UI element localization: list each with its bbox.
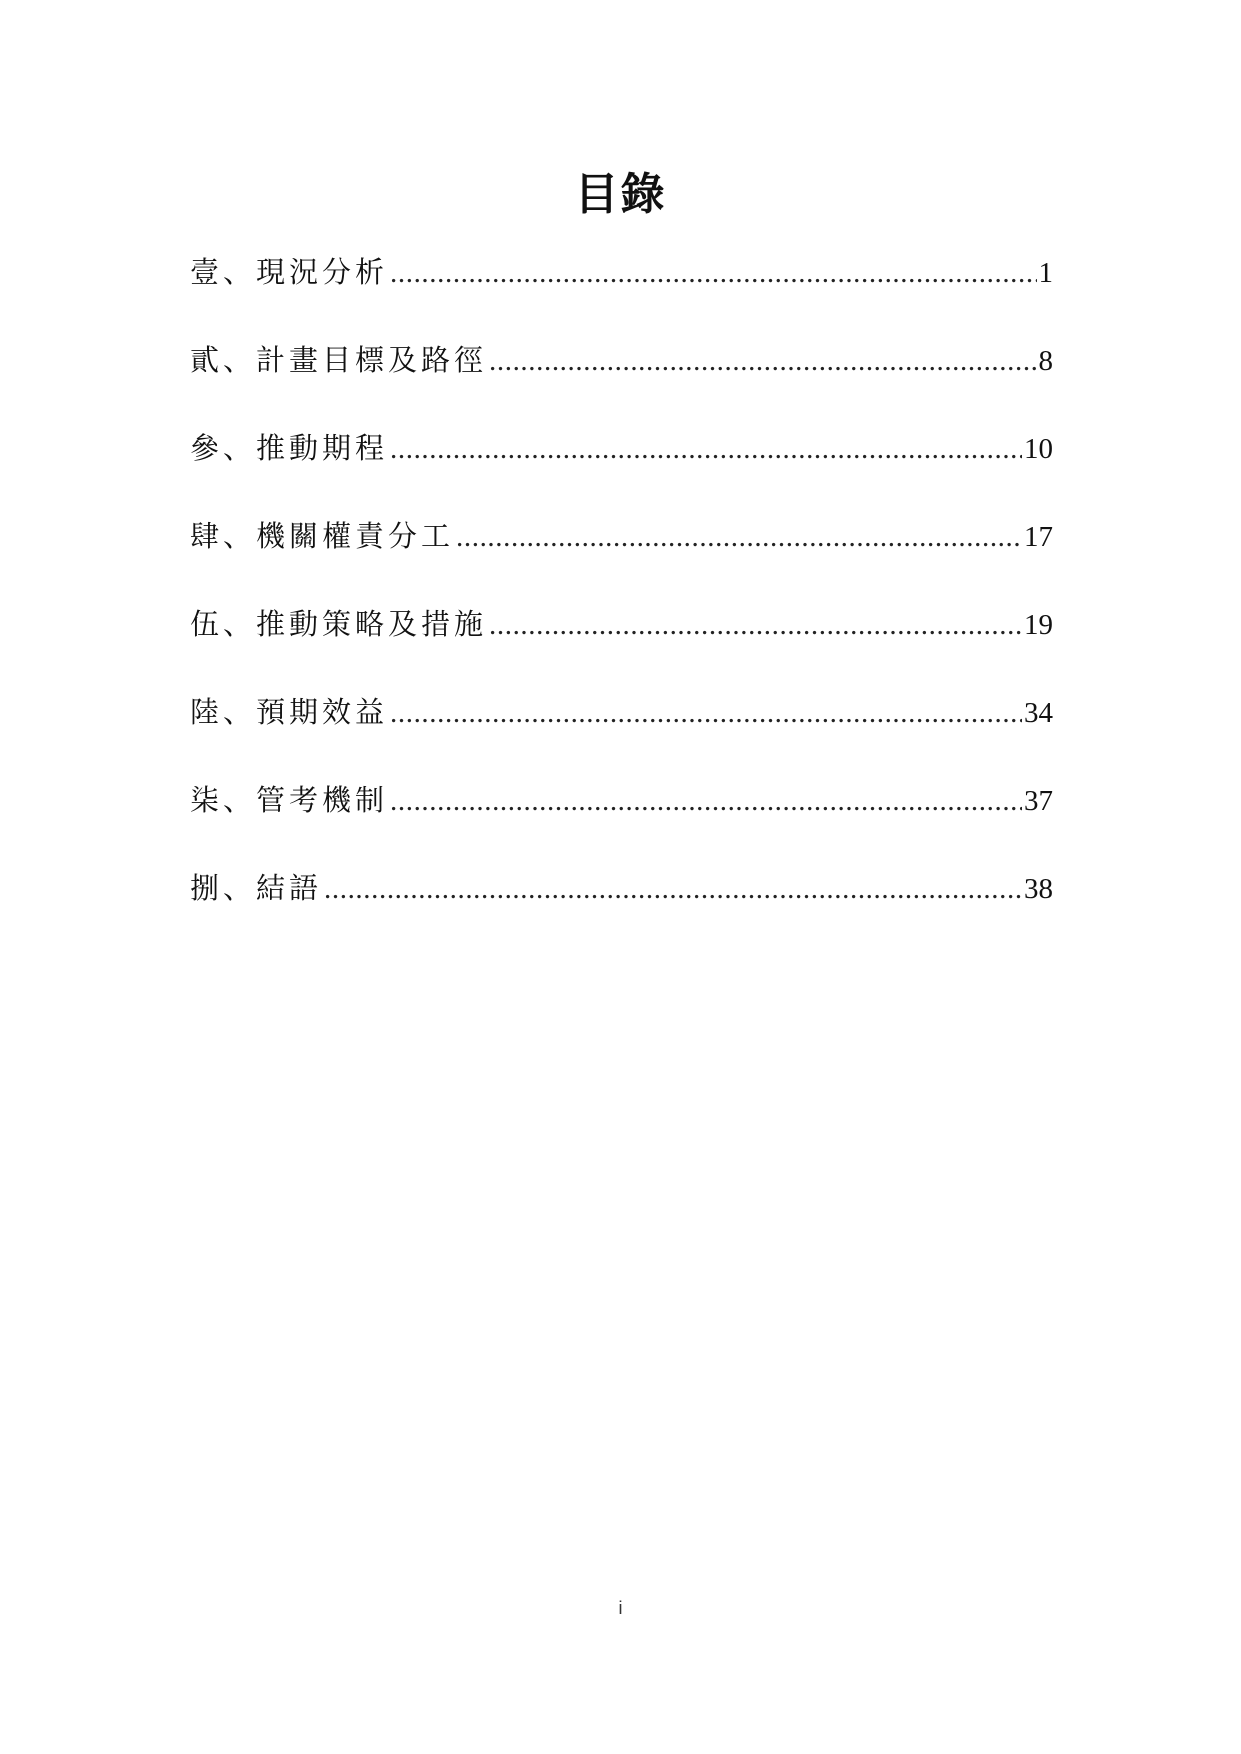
- toc-entry-page: 34: [1024, 697, 1053, 729]
- toc-leader-dots: [324, 869, 1022, 909]
- table-of-contents: [190, 252, 1053, 956]
- toc-entry[interactable]: [190, 868, 1053, 956]
- toc-entry-page: 38: [1024, 873, 1053, 905]
- toc-entry-label: 壹、現況分析: [190, 255, 389, 289]
- toc-leader-dots: [489, 341, 1036, 381]
- toc-entry[interactable]: [190, 340, 1053, 428]
- toc-entry[interactable]: [190, 780, 1053, 868]
- toc-entry-label: 參、推動期程: [190, 431, 389, 465]
- toc-leader-dots: [456, 517, 1022, 557]
- toc-entry-page: 19: [1024, 609, 1053, 641]
- toc-entry[interactable]: [190, 692, 1053, 780]
- toc-entry-label: 陸、預期效益: [190, 695, 389, 729]
- toc-entry[interactable]: [190, 604, 1053, 692]
- footer-page-number: i: [618, 1598, 623, 1618]
- toc-entry-label: 貳、計畫目標及路徑: [190, 343, 488, 377]
- toc-entry-label: 捌、結語: [190, 871, 323, 905]
- page-title: 目錄: [574, 169, 667, 220]
- toc-leader-dots: [390, 781, 1022, 821]
- toc-leader-dots: [489, 605, 1022, 645]
- toc-entry[interactable]: [190, 428, 1053, 516]
- toc-leader-dots: [390, 253, 1036, 293]
- toc-entry-label: 柒、管考機制: [190, 783, 389, 817]
- toc-leader-dots: [390, 693, 1022, 733]
- toc-entry-page: 17: [1024, 521, 1053, 553]
- toc-leader-dots: [390, 429, 1022, 469]
- toc-entry-page: 37: [1024, 785, 1053, 817]
- toc-entry-page: 1: [1038, 257, 1053, 289]
- toc-entry-page: 8: [1038, 345, 1053, 377]
- toc-entry-page: 10: [1024, 433, 1053, 465]
- toc-entry-label: 伍、推動策略及措施: [190, 607, 488, 641]
- toc-entry[interactable]: [190, 252, 1053, 340]
- toc-entry-label: 肆、機關權責分工: [190, 519, 455, 553]
- toc-entry[interactable]: [190, 516, 1053, 604]
